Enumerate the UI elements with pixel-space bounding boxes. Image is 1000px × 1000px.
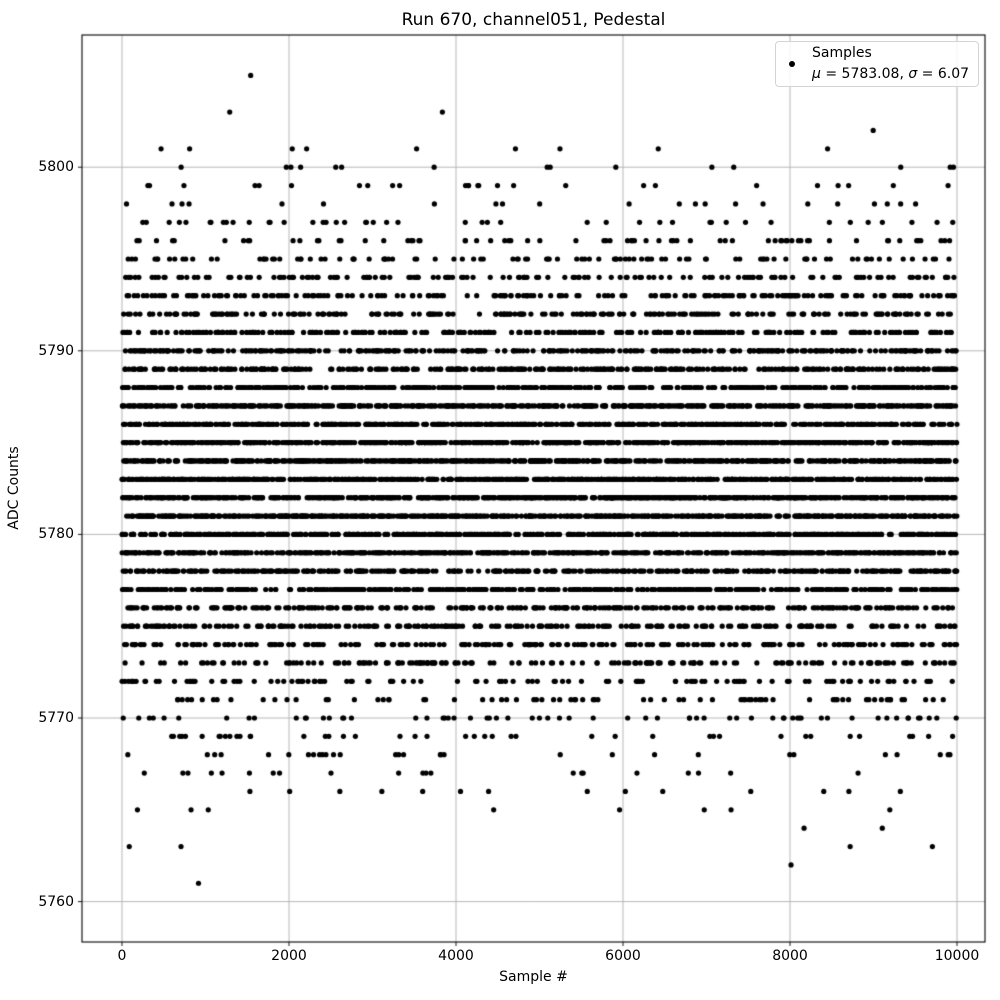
y-tick-label: 5770 (38, 710, 74, 726)
legend-stats-label (812, 64, 969, 85)
legend (775, 41, 979, 87)
samples-marker-icon (789, 61, 795, 67)
x-tick-label: 0 (117, 948, 127, 964)
mu-symbol: μ (812, 66, 821, 82)
x-tick-label: 2000 (271, 948, 307, 964)
mu-value: = 5783.08, (820, 66, 909, 82)
x-tick-label: 6000 (605, 948, 641, 964)
y-tick-label: 5800 (38, 159, 74, 176)
x-tick-label: 8000 (772, 948, 808, 964)
sigma-symbol: σ (908, 66, 918, 82)
x-tick-label: 4000 (438, 948, 474, 964)
x-axis-label: Sample # (499, 969, 568, 985)
y-tick-label: 5760 (38, 893, 74, 910)
chart-title: Run 670, channel051, Pedestal (401, 10, 666, 30)
y-axis-label: ADC Counts (6, 446, 22, 530)
legend-text (812, 43, 969, 85)
sigma-value: = 6.07 (917, 66, 970, 82)
y-tick-label: 5790 (38, 342, 74, 359)
x-tick-label: 10000 (934, 948, 980, 964)
y-tick-label: 5780 (38, 526, 74, 543)
legend-series-label: Samples (812, 45, 872, 61)
